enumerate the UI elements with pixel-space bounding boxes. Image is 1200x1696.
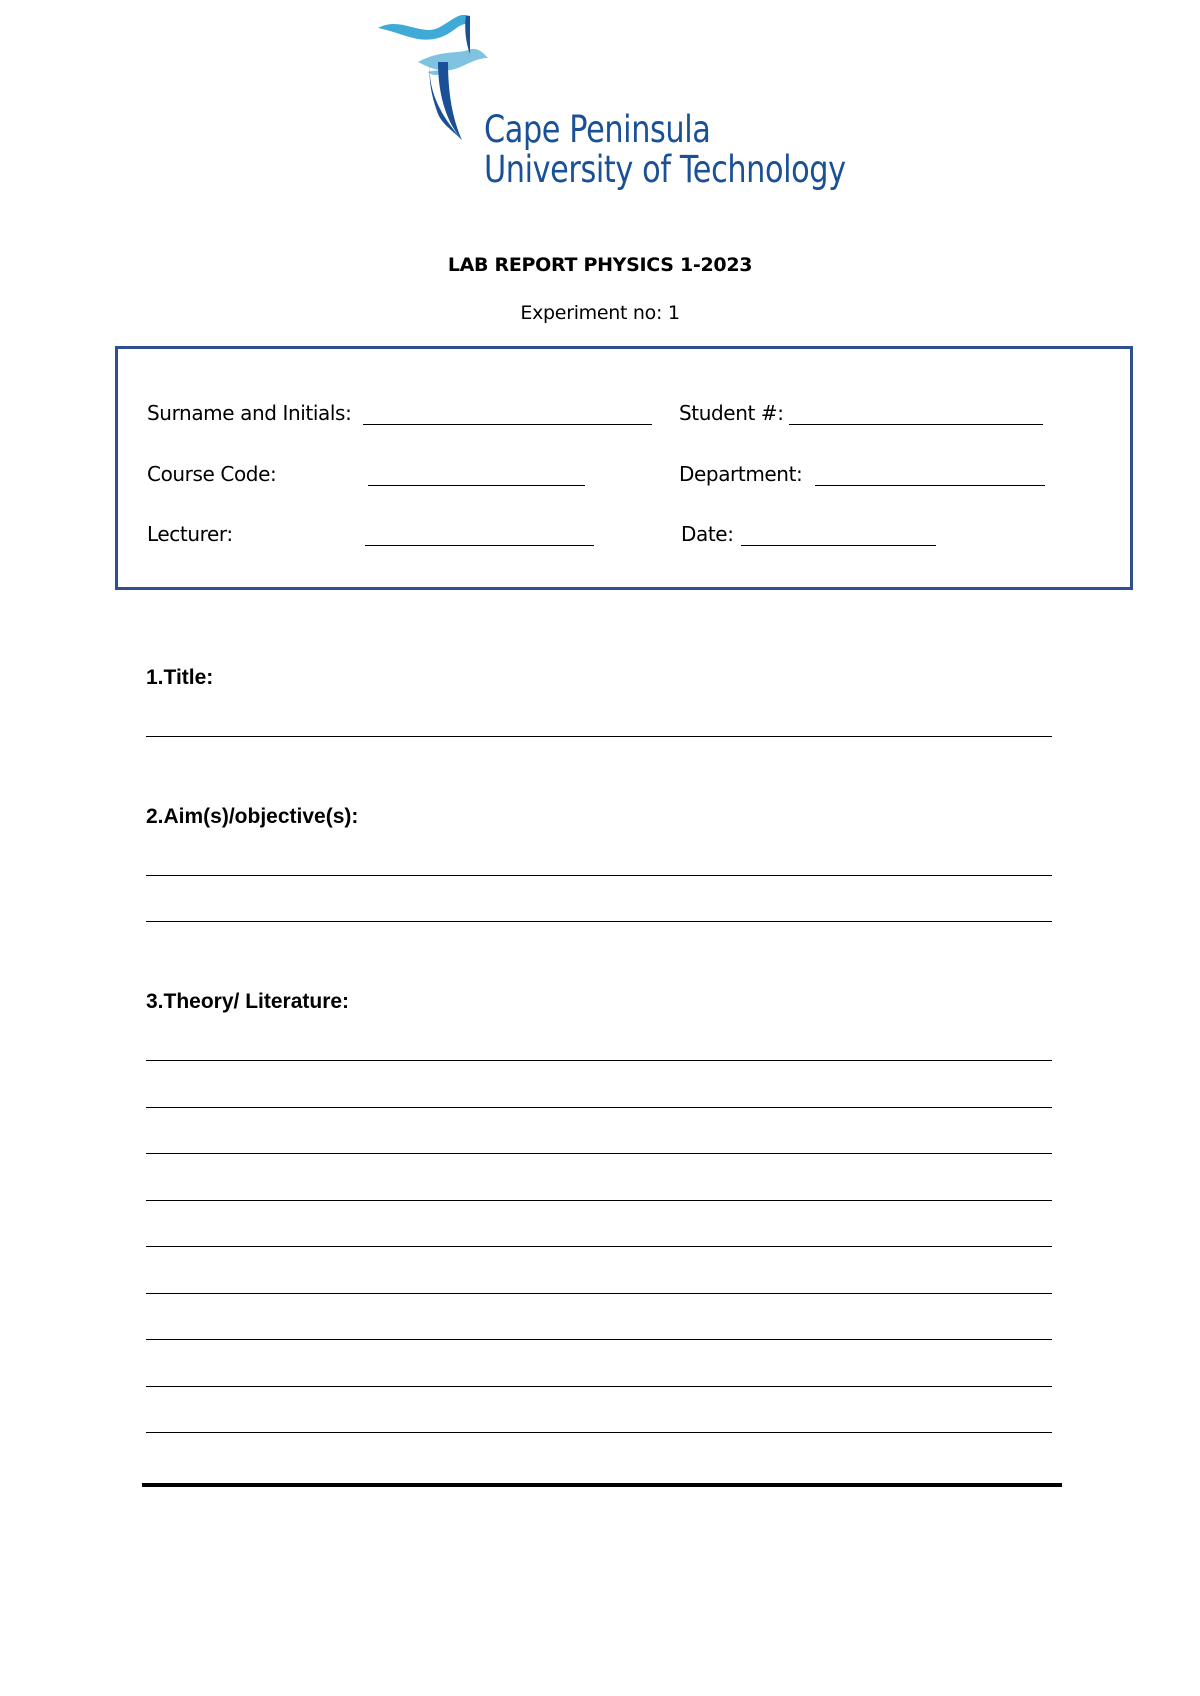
course-code-field[interactable] <box>368 485 585 486</box>
experiment-number: Experiment no: 1 <box>520 302 680 324</box>
surname-field[interactable] <box>363 424 652 425</box>
student-info-box <box>115 346 1133 590</box>
department-field[interactable] <box>815 485 1045 486</box>
date-label: Date: <box>681 522 734 546</box>
theory-answer-line[interactable] <box>146 1153 1052 1154</box>
report-title: LAB REPORT PHYSICS 1-2023 <box>447 254 753 276</box>
student-number-field[interactable] <box>789 424 1043 425</box>
theory-answer-line[interactable] <box>146 1060 1052 1061</box>
aims-answer-line[interactable] <box>146 875 1052 876</box>
surname-label: Surname and Initials: <box>147 401 352 425</box>
theory-answer-line[interactable] <box>146 1107 1052 1108</box>
course-code-label: Course Code: <box>147 462 277 486</box>
theory-answer-line[interactable] <box>146 1386 1052 1387</box>
section-aims-heading: 2.Aim(s)/objective(s): <box>146 805 359 828</box>
university-logo <box>378 14 846 204</box>
student-number-label: Student #: <box>679 401 784 425</box>
theory-answer-line[interactable] <box>146 1339 1052 1340</box>
date-field[interactable] <box>741 545 936 546</box>
lecturer-label: Lecturer: <box>147 522 233 546</box>
theory-answer-line[interactable] <box>146 1246 1052 1247</box>
lecturer-field[interactable] <box>365 545 594 546</box>
theory-answer-line[interactable] <box>146 1200 1052 1201</box>
logo-text-line1: Cape Peninsula <box>484 108 711 151</box>
title-answer-line[interactable] <box>146 736 1052 737</box>
logo-text-line2: University of Technology <box>484 148 846 191</box>
section-end-rule <box>142 1483 1062 1487</box>
theory-answer-line[interactable] <box>146 1293 1052 1294</box>
department-label: Department: <box>679 462 803 486</box>
aims-answer-line[interactable] <box>146 921 1052 922</box>
section-title-heading: 1.Title: <box>146 666 214 689</box>
section-theory-heading: 3.Theory/ Literature: <box>146 990 350 1013</box>
theory-answer-line[interactable] <box>146 1432 1052 1433</box>
